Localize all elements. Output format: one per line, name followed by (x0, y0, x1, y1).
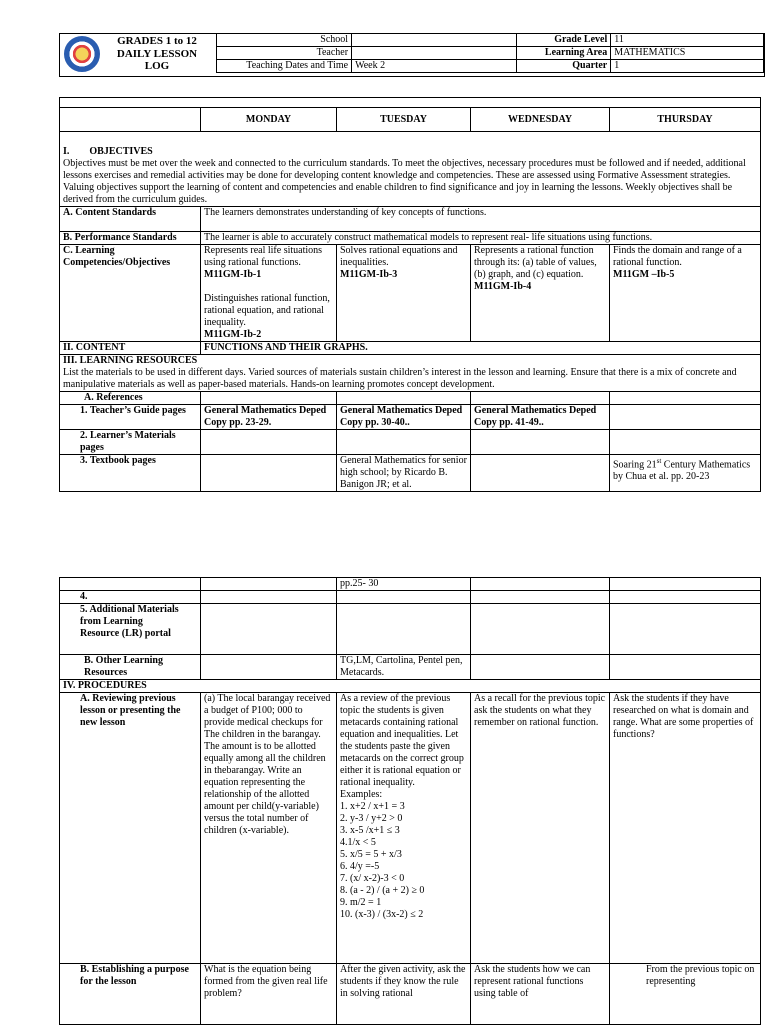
procedure-b-monday: What is the equation being formed from the given real life problem? (201, 964, 337, 1025)
procedure-b-wednesday: Ask the students how we can represent rational functions using table of (471, 964, 610, 1025)
dates-value[interactable]: Week 2 (352, 60, 517, 73)
procedures-heading: IV. PROCEDURES (60, 680, 761, 693)
lesson-log-table-continued (59, 577, 761, 1025)
content-label: II. CONTENT (60, 342, 201, 355)
learning-area-value[interactable]: MATHEMATICS (611, 47, 764, 60)
textbook-pages-tuesday: General Mathematics for senior high school; by Ricardo B. Banigon JR; et al. (337, 455, 471, 492)
learning-resources-heading: III. LEARNING RESOURCES (63, 355, 198, 366)
references-label: A. References (60, 392, 201, 405)
day-header-wednesday: WEDNESDAY (471, 108, 610, 132)
objectives-heading: I. OBJECTIVES (63, 146, 153, 157)
procedure-a-monday: (a) The local barangay received a budget of P100; 000 to provide medical checkups for The children in the barangay. The amount is to be allotted equally among all the children in thebarangay. Write an equation representing the relationship of the allotted amount per child(y-variable) versus the total number of children (x-variable). (201, 693, 337, 964)
competencies-monday: Represents real life situations using rational functions. M11GM-Ib-1 Distinguishes rational function, rational equation, and rational inequality. M11GM-Ib-2 (201, 245, 337, 342)
learning-area-label: Learning Area (516, 47, 610, 60)
procedure-b-label: B. Establishing a purpose for the lesson (60, 964, 201, 1025)
header-info-table (216, 33, 764, 73)
dates-label: Teaching Dates and Time (217, 60, 352, 73)
textbook-pages-tuesday-cont: pp.25- 30 (337, 578, 471, 591)
procedure-a-tuesday: As a review of the previous topic the students is given metacards containing rational equation and inequalities. Let the students paste the given metacards on the correct group either it is rational equation or rational inequality. Examples: 1. x+2 / x+1 = 3 2. y-3 / y+2 > 0 3. x-5 /x+1 ≤ 3 4.1/x < 5 5. x/5 = 5 + x/3 6. 4/y =-5 7. (x/ x-2)-3 < 0 8. (a - 2) / (a + 2) ≥ 0 9. m/2 = 1 10. (x-3) / (3x-2) ≤ 2 (337, 693, 471, 964)
day-header-empty (60, 108, 201, 132)
competencies-wednesday: Represents a rational function through its: (a) table of values, (b) graph, and (c) equation. M11GM-Ib-4 (471, 245, 610, 342)
textbook-pages-thursday: Soaring 21st Century Mathematics by Chua et al. pp. 20-23 (610, 455, 761, 492)
school-value[interactable] (352, 34, 517, 47)
procedure-a-wednesday: As a recall for the previous topic ask the students on what they remember on rational function. (471, 693, 610, 964)
teachers-guide-monday: General Mathematics Deped Copy pp. 23-29. (201, 405, 337, 430)
procedure-a-label: A. Reviewing previous lesson or presenting the new lesson (60, 693, 201, 964)
quarter-value[interactable]: 1 (611, 60, 764, 73)
day-header-monday: MONDAY (201, 108, 337, 132)
header-title: GRADES 1 to 12 DAILY LESSON LOG (116, 35, 198, 72)
lesson-log-table (59, 97, 761, 492)
teachers-guide-label: 1. Teacher’s Guide pages (60, 405, 201, 430)
grade-level-value[interactable]: 11 (611, 34, 764, 47)
procedure-a-thursday: Ask the students if they have researched on what is domain and range. What are some properties of functions? (610, 693, 761, 964)
competencies-tuesday: Solves rational equations and inequalities. M11GM-Ib-3 (337, 245, 471, 342)
objectives-text: Objectives must be met over the week and connected to the curriculum standards. To meet the objectives, necessary procedures must be followed and if needed, additional lessons exercises and remedial activities may be done for developing content knowledge and competencies. These are assessed using Formative Assessment strategies. Valuing objectives support the learning of content and competencies and enable children to find significance and joy in learning the lessons. Weekly objectives shall be derived from the curriculum guides. (63, 158, 746, 205)
teacher-value[interactable] (352, 47, 517, 60)
learning-resources-text: List the materials to be used in different days. Varied sources of materials sustain children’s interest in the lesson and learning. Ensure that there is a mix of concrete and manipulative materials as well as paper-based materials. Hands-on learning promotes concept development. (63, 367, 737, 390)
objectives-section (60, 132, 761, 207)
competencies-label: C. Learning Competencies/Objectives (60, 245, 201, 342)
teachers-guide-tuesday: General Mathematics Deped Copy pp. 30-40.. (337, 405, 471, 430)
examples-list: 1. x+2 / x+1 = 3 2. y-3 / y+2 > 0 3. x-5 /x+1 ≤ 3 4.1/x < 5 5. x/5 = 5 + x/3 6. 4/y =-5 7. (x/ x-2)-3 < 0 8. (a - 2) / (a + 2) ≥ 0 9. m/2 = 1 10. (x-3) / (3x-2) ≤ 2 (340, 801, 425, 920)
learners-materials-label: 2. Learner’s Materials pages (60, 430, 201, 455)
procedure-b-tuesday: After the given activity, ask the students if they know the rule in solving rational (337, 964, 471, 1025)
performance-standards-text: The learner is able to accurately construct mathematical models to represent real- life situations using functions. (201, 232, 761, 245)
procedure-b-thursday: From the previous topic on representing (610, 964, 761, 1025)
item-four-label: 4. (60, 591, 201, 604)
content-standards-label: A. Content Standards (60, 207, 201, 232)
learning-resources-section (60, 355, 761, 392)
quarter-label: Quarter (516, 60, 610, 73)
header-box (59, 33, 765, 77)
content-standards-text: The learners demonstrates understanding of key concepts of functions. (201, 207, 761, 232)
teachers-guide-wednesday: General Mathematics Deped Copy pp. 41-49.. (471, 405, 610, 430)
additional-materials-label: 5. Additional Materials from Learning Resource (LR) portal (60, 604, 201, 655)
other-resources-label: B. Other Learning Resources (60, 655, 201, 680)
performance-standards-label: B. Performance Standards (60, 232, 201, 245)
content-text: FUNCTIONS AND THEIR GRAPHS. (201, 342, 761, 355)
textbook-pages-label: 3. Textbook pages (60, 455, 201, 492)
deped-seal-icon (64, 36, 100, 72)
teacher-label: Teacher (217, 47, 352, 60)
competencies-thursday: Finds the domain and range of a rational function. M11GM –Ib-5 (610, 245, 761, 342)
other-resources-tuesday: TG,LM, Cartolina, Pentel pen, Metacards. (337, 655, 471, 680)
day-header-thursday: THURSDAY (610, 108, 761, 132)
grade-level-label: Grade Level (516, 34, 610, 47)
school-label: School (217, 34, 352, 47)
day-header-tuesday: TUESDAY (337, 108, 471, 132)
